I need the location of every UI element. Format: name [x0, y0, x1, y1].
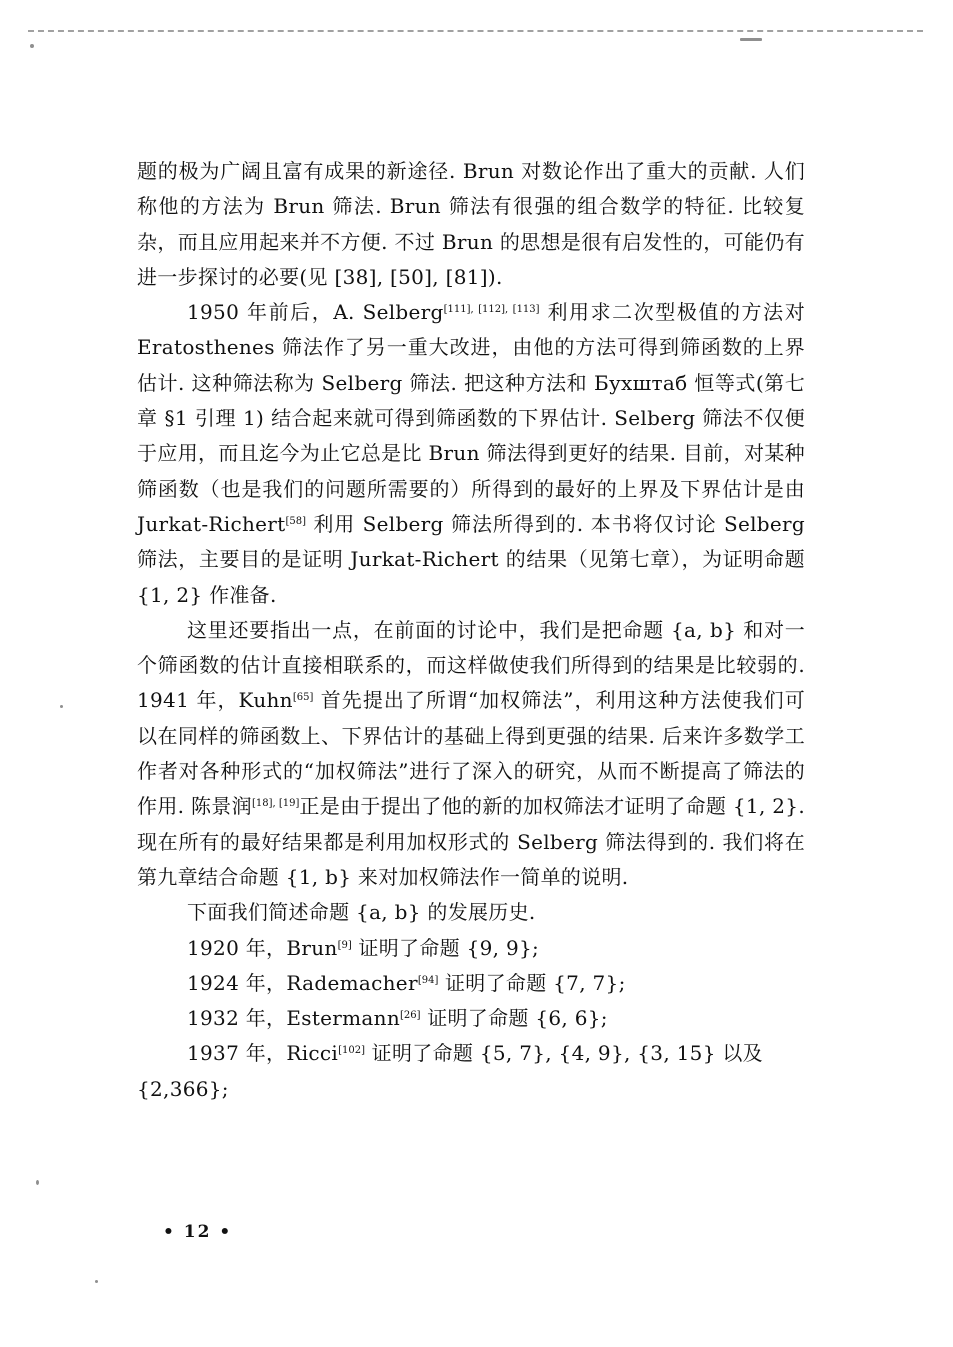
history-result: 证明了命题 {6, 6}; [420, 1006, 608, 1031]
author-name: Brun [286, 935, 338, 960]
history-year: 1932 年， [187, 1006, 287, 1031]
citation-ref: [58] [285, 515, 306, 527]
history-year: 1937 年， [187, 1041, 287, 1066]
paragraph [137, 295, 805, 613]
author-name: Ricci [286, 1041, 339, 1066]
history-item [137, 1001, 805, 1036]
scan-speck [95, 1280, 98, 1283]
page-number: • 12 • [163, 1222, 233, 1242]
history-result: 证明了命题 {9, 9}; [351, 935, 540, 960]
history-result: 证明了命题 {5, 7}, {4, 9}, {3, 15} 以及 {2,366}; [137, 1041, 763, 1101]
scan-edge-rule [28, 30, 923, 32]
citation-ref: [9] [337, 939, 352, 951]
paragraph-text: 正是由于提出了他的新的加权筛法才证明了命题 {1, 2}. 现在所有的最好结果都是利用加权形式的 Selberg 筛法得到的. 我们将在第九章结合命题 {1, b} 来对加权筛法作一简单的说明. [137, 794, 805, 889]
citation-ref: [26] [400, 1010, 421, 1022]
scan-speck [30, 44, 34, 48]
paragraph-text: 下面我们简述命题 {a, b} 的发展历史. [187, 900, 536, 925]
history-list [137, 931, 805, 1107]
scan-speck [60, 705, 63, 708]
paragraph-text: 利用求二次型极值的方法对 Eratosthenes 筛法作了另一重大改进，由他的方法可得到筛函数的上界估计. 这种筛法称为 Selberg 筛法. 把这种方法和 Бухштаб 恒等式(第七章 §1 引理 1) 结合起来就可得到筛函数的下界估计. Selberg 筛法不仅便于应用，而且迄今为止它总是比 Brun 筛法得到更好的结果. 目前，对某种筛函数（也是我们的问题所需要的）所得到的最好的上界及下界估计是由 Jurkat-Richert [137, 300, 805, 536]
paragraph [137, 613, 805, 895]
paragraph-text: 这里还要指出一点，在前面的讨论中，我们是把命题 {a, b} 和对一个筛函数的估计直接相联系的，而这样做使我们所得到的结果是比较弱的. 1941 年，Kuhn [137, 617, 805, 713]
history-result: 证明了命题 {7, 7}; [438, 970, 626, 995]
history-item [137, 931, 805, 966]
paragraph-text: 利用 Selberg 筛法所得到的. 本书将仅讨论 Selberg 筛法，主要目的是证明 Jurkat-Richert 的结果（见第七章），为证明命题 {1, 2} 作准备. [137, 511, 805, 607]
paragraph-text: 1950 年前后，A. Selberg [187, 300, 444, 325]
history-item [137, 1036, 805, 1107]
page-body [137, 154, 805, 1107]
citation-ref: [102] [338, 1045, 366, 1057]
history-year: 1920 年， [187, 935, 287, 960]
history-year: 1924 年， [187, 970, 287, 995]
scan-speck [36, 1180, 39, 1185]
paragraph-text: 首先提出了所谓“加权筛法”，利用这种方法使我们可以在同样的筛函数上、下界估计的基础上得到更强的结果. 后来许多数学工作者对各种形式的“加权筛法”进行了深入的研究，从而不断提高了筛法的作用. 陈景润 [137, 688, 806, 819]
citation-ref: [65] [292, 692, 314, 704]
paragraph-text: 题的极为广阔且富有成果的新途径. Brun 对数论作出了重大的贡献. 人们称他的方法为 Brun 筛法. Brun 筛法有很强的组合数学的特征. 比较复杂，而且应用起来并不方便. 不过 Brun 的思想是很有启发性的，可能仍有进一步探讨的必要(见 [38], [50], [81]). [137, 159, 805, 289]
paragraph [137, 895, 805, 930]
paragraph [137, 154, 805, 295]
history-item [137, 966, 805, 1001]
citation-ref: [111], [112], [113] [443, 304, 540, 316]
author-name: Rademacher [286, 970, 418, 995]
author-name: Estermann [286, 1006, 401, 1031]
citation-ref: [18], [19] [251, 798, 300, 810]
scan-speck [740, 38, 762, 41]
citation-ref: [94] [417, 974, 439, 986]
